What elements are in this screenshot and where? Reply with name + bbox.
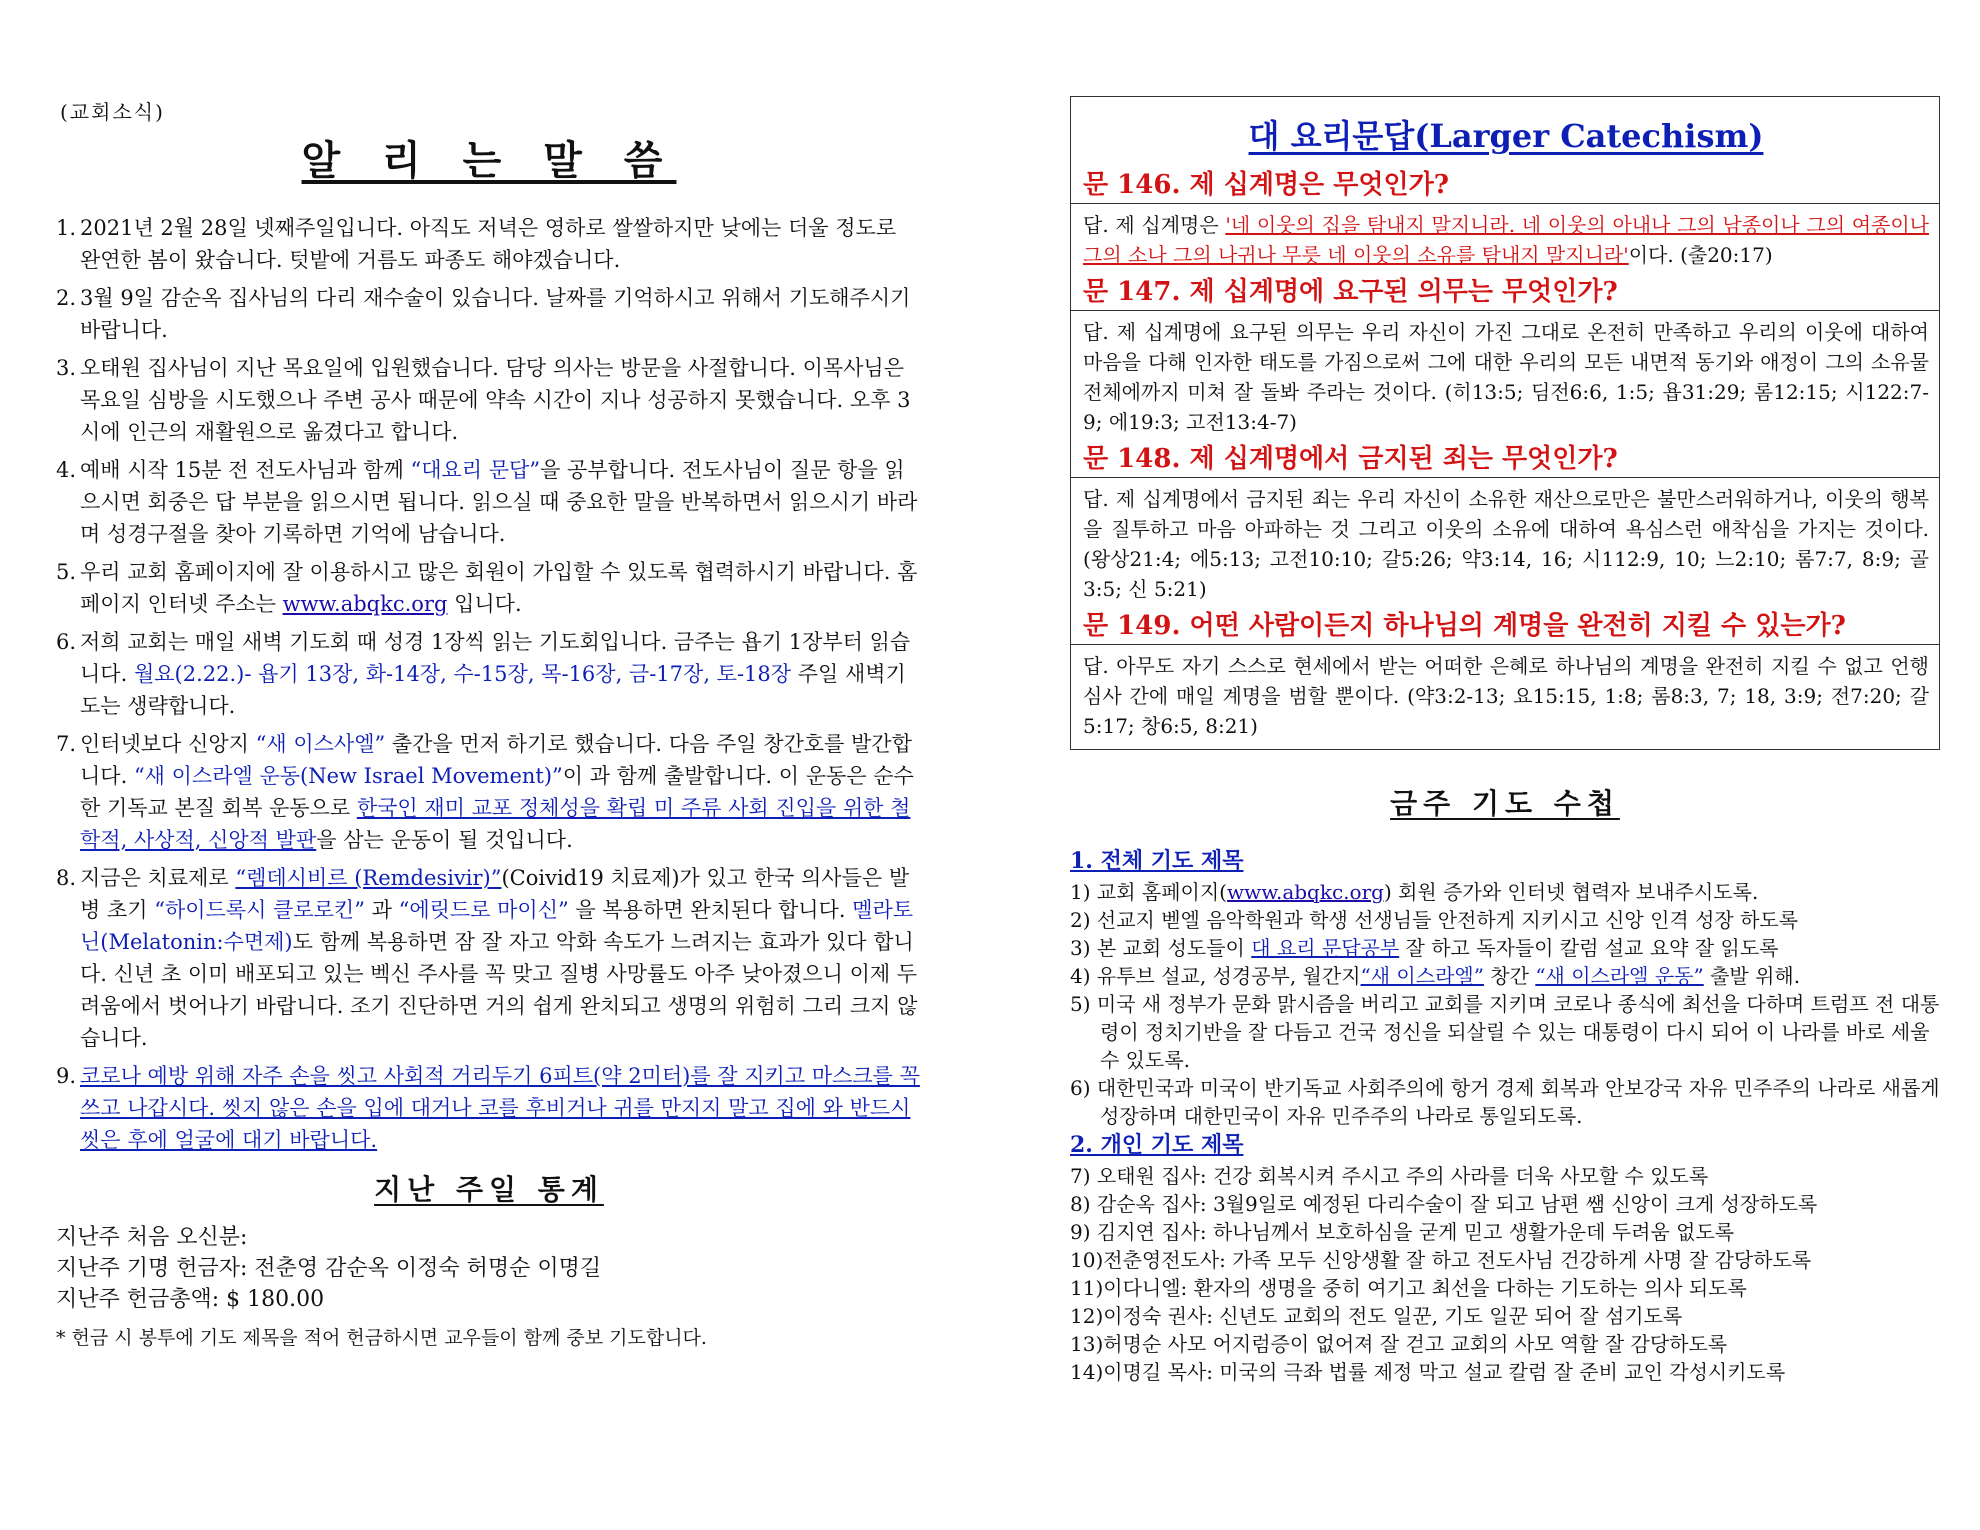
notice-number: 1. [56, 216, 77, 240]
general-prayer-heading: 1. 전체 기도 제목 [1070, 848, 1244, 874]
notice-text: 우리 교회 홈페이지에 잘 이용하시고 많은 회원이 가입할 수 있도록 협력하시기 바랍니다. 홈페이지 인터넷 주소는 [80, 560, 918, 616]
notice-text: 출간을 먼저 하기로 했습니다. 다음 주일 창간호를 발간합니다. [80, 732, 912, 788]
prayer-number: 3) [1070, 936, 1091, 960]
notice-number: 7. [56, 732, 77, 756]
prayer-item: 9) 김지연 집사: 하나님께서 보호하심을 굳게 믿고 생활가운데 두려움 없도록 [1070, 1220, 1735, 1244]
notice-item [56, 626, 922, 722]
prayer-text: ) 회원 증가와 인터넷 협력자 보내주시도록. [1383, 880, 1759, 904]
notice-text: 오태원 집사님이 지난 목요일에 입원했습니다. 담당 의사는 방문을 사절합니다. 이목사님은 목요일 심방을 시도했으나 주변 공사 때문에 약속 시간이 지나 성공하지 못했습니다. 오후 3시에 인근의 재활원으로 옮겼다고 합니다. [80, 356, 911, 444]
notice-number: 3. [56, 356, 77, 380]
highlight-text: “에릿드로 마이신” [398, 898, 569, 922]
homepage-link[interactable]: www.abqkc.org [282, 592, 448, 616]
notice-number: 8. [56, 866, 77, 890]
prayer-item: 11)이다니엘: 환자의 생명을 중히 여기고 최선을 다하는 기도하는 의사 되도록 [1070, 1276, 1747, 1300]
prayer-text: 잘 하고 독자들이 칼럼 설교 요약 잘 읽도록 [1399, 936, 1779, 960]
page-title: 알 리 는 말 씀 [301, 137, 677, 184]
catechism-answer: 답. 아무도 자기 스스로 현세에서 받는 어떠한 은혜로 하나님의 계명을 완전히 지킬 수 없고 언행심사 간에 매일 계명을 범할 뿐이다. (약3:2-13; 요15:15, 1:8; 롬8:3, 7; 18, 3:9; 전7:20; 갈5:17; 창6:5, 8:21) [1083, 654, 1929, 738]
notice-item [56, 862, 922, 1054]
notice-text: 인터넷보다 신앙지 [80, 732, 256, 756]
prayer-item: 10)전춘영전도사: 가족 모두 신앙생활 잘 하고 전도사님 건강하게 사명 잘 감당하도록 [1070, 1248, 1812, 1272]
prayer-number: 6) [1070, 1076, 1091, 1100]
notice-text: 입니다. [447, 592, 522, 616]
highlight-text: 멜라토닌(Melatonin:수면제) [80, 898, 914, 954]
notice-text: 예배 시작 15분 전 전도사님과 함께 [80, 458, 411, 482]
notice-number: 9. [56, 1064, 77, 1088]
prayer-item: 13)허명순 사모 어지럼증이 없어져 잘 걷고 교회의 사모 역할 잘 감당하도록 [1070, 1332, 1728, 1356]
homepage-link[interactable]: www.abqkc.org [1226, 880, 1384, 904]
notice-text: (Coivid19 치료제)가 있고 한국 의사들은 발병 초기 [80, 866, 910, 922]
notice-number: 6. [56, 630, 77, 654]
prayer-item [1070, 1074, 1940, 1130]
highlight-text: “새 이스라엘” [1360, 964, 1484, 988]
catechism-answer: 답. 제 십계명에 요구된 의무는 우리 자신이 가진 그대로 온전히 만족하고 우리의 이웃에 대하여 마음을 다해 인자한 태도를 가짐으로써 그에 대한 우리의 모든 내면적 동기와 애정이 그의 소유물 전체에까지 미쳐 잘 돌봐 주라는 것이다. (히13:5; 딤전6:6, 1:5; 욥31:29; 롬12:15; 시122:7-9; 에19:3; 고전13:4-7) [1083, 320, 1929, 434]
notice-item [56, 282, 922, 346]
highlight-text: “새 이스라엘 운동(New Israel Movement)” [133, 764, 563, 788]
highlight-text: “새 이스사엘” [255, 732, 386, 756]
stats-first-visitors: 지난주 처음 오신분: [56, 1225, 248, 1250]
notice-item [56, 352, 922, 448]
section-tag: (교회소식) [60, 100, 165, 124]
prayer-text: 창간 [1483, 964, 1536, 988]
notice-text: 주일 새벽기도는 생략합니다. [80, 662, 906, 718]
right-column [1070, 96, 1940, 1386]
notice-text: 지금은 치료제로 [80, 866, 236, 890]
notice-text: 이 과 함께 출발합니다. 이 운동은 순수한 기독교 본질 회복 운동으로 [80, 764, 914, 820]
notice-text: 저희 교회는 매일 새벽 기도회 때 성경 1장씩 읽는 기도회입니다. 금주는 욥기 1장부터 읽습니다. [80, 630, 911, 686]
prayer-text: 미국 새 정부가 문화 맑시즘을 버리고 교회를 지키며 코로나 종식에 최선을 다하며 트럼프 전 대통령이 정치기반을 잘 다듬고 건국 정신을 되살릴 수 있는 대통령이 다시 되어 이 나라를 바로 세울 수 있도록. [1096, 992, 1940, 1072]
prayer-text: 출발 위해. [1703, 964, 1801, 988]
catechism-answer: 답. 제 십계명에서 금지된 죄는 우리 자신이 소유한 재산으로만은 불만스러워하거나, 이웃의 행복을 질투하고 마음 아파하는 것 그리고 이웃의 소유에 대하여 욕심스런 애착심을 가지는 것이다. (왕상21:4; 에5:13; 고전10:10; 갈5:26; 약3:14, 16; 시112:9, 10; 느2:10; 롬7:7, 8:9; 골3:5; 신 5:21) [1083, 487, 1929, 601]
prayer-text: 유투브 설교, 성경공부, 월간지 [1096, 964, 1361, 988]
answer-quote: '네 이웃의 집을 탐내지 말지니라. 네 이웃의 아내나 그의 남종이나 그의 여종이나 그의 소나 그의 나귀나 무릇 네 이웃의 소유를 탐내지 말지니라' [1083, 213, 1929, 267]
catechism-question: 문 147. 제 십계명에 요구된 의무는 무엇인가? [1071, 274, 1939, 311]
notice-text: 도 함께 복용하면 잠 잘 자고 악화 속도가 느려지는 효과가 있다 합니다. 신년 초 이미 배포되고 있는 벡신 주사를 꼭 맞고 질병 사망률도 아주 낮아졌으니 이제 두려움에서 벗어나기 바랍니다. 조기 진단하면 거의 쉽게 완치되고 생명의 위험히 그리 크지 않습니다. [80, 930, 918, 1050]
highlight-text: 코로나 예방 위해 자주 손을 씻고 사회적 거리두기 6피트(약 2미터)를 잘 지키고 마스크를 꼭 쓰고 나갑시다. 씻지 않은 손을 입에 대거나 코를 후비거나 귀를 만지지 말고 집에 와 반드시 씻은 후에 얼굴에 대기 바랍니다. [80, 1064, 920, 1152]
prayer-item: 14)이명길 목사: 미국의 극좌 법률 제정 막고 설교 칼럼 잘 준비 교인 각성시키도록 [1070, 1360, 1786, 1384]
stats-note: * 헌금 시 봉투에 기도 제목을 적어 헌금하시면 교우들이 함께 중보 기도합니다. [56, 1327, 707, 1349]
prayer-item [1070, 878, 1940, 906]
prayer-item [1070, 962, 1940, 990]
prayer-title: 금주 기도 수첩 [1390, 787, 1620, 820]
stats-title: 지난 주일 통계 [374, 1173, 604, 1206]
answer-text: 답. 제 십계명은 [1083, 213, 1226, 237]
church-news-column [56, 96, 922, 1353]
prayer-text: 교회 홈페이지( [1096, 880, 1227, 904]
personal-prayer-heading: 2. 개인 기도 제목 [1070, 1132, 1244, 1158]
highlight-text: “새 이스라엘 운동” [1535, 964, 1704, 988]
catechism-title: 대 요리문답(Larger Catechism) [1248, 117, 1764, 155]
prayer-text: 대한민국과 미국이 반기독교 사회주의에 항거 경제 회복과 안보강국 자유 민주주의 나라로 새롭게 성장하며 대한민국이 자유 민주주의 나라로 통일되도록. [1096, 1076, 1940, 1128]
highlight-text: 한국인 재미 교포 정체성을 확립 미 주류 사회 진입을 위한 철학적, 사상적, 신앙적 발판 [80, 796, 911, 852]
prayer-text: 본 교회 성도들이 [1096, 936, 1252, 960]
prayer-item: 7) 오태원 집사: 건강 회복시켜 주시고 주의 사라를 더욱 사모할 수 있도록 [1070, 1164, 1709, 1188]
notice-number: 4. [56, 458, 77, 482]
notice-item [56, 728, 922, 856]
highlight-text: 월요(2.22.)- 욥기 13장, 화-14장, 수-15장, 목-16장, 금-17장, 토-18장 [133, 662, 792, 686]
prayer-number: 2) [1070, 908, 1091, 932]
answer-text: 이다. (출20:17) [1628, 243, 1773, 267]
notice-number: 2. [56, 286, 77, 310]
highlight-text: “렘데시비르 (Remdesivir)” [235, 866, 502, 890]
catechism-answer [1083, 210, 1929, 270]
highlight-text: 대 요리 문답공부 [1251, 936, 1400, 960]
notice-text: 2021년 2월 28일 넷째주일입니다. 아직도 저녁은 영하로 쌀쌀하지만 낮에는 더울 정도로 완연한 봄이 왔습니다. 텃밭에 거름도 파종도 해야겠습니다. [80, 216, 897, 272]
notice-item [56, 454, 922, 550]
stats-donors: 지난주 기명 헌금자: 전춘영 감순옥 이정숙 허명순 이명길 [56, 1256, 602, 1281]
notice-text: 3월 9일 감순옥 집사님의 다리 재수술이 있습니다. 날짜를 기억하시고 위해서 기도해주시기 바랍니다. [80, 286, 911, 342]
notice-text: 을 삼는 운동이 될 것입니다. [316, 828, 573, 852]
notice-item [56, 1060, 922, 1156]
notice-text: 을 복용하면 완치된다 합니다. [568, 898, 853, 922]
prayer-number: 1) [1070, 880, 1091, 904]
stats-offering-total: 지난주 헌금총액: $ 180.00 [56, 1287, 325, 1312]
catechism-box [1070, 96, 1940, 750]
notice-item [56, 212, 922, 276]
notice-text: 과 [364, 898, 399, 922]
notice-item [56, 556, 922, 620]
notice-text: 을 공부합니다. 전도사님이 질문 항을 읽으시면 회중은 답 부분을 읽으시면 됩니다. 읽으실 때 중요한 말을 반복하면서 읽으시기 바라며 성경구절을 찾아 기록하면 기억에 남습니다. [80, 458, 918, 546]
prayer-item: 12)이정숙 권사: 신년도 교회의 전도 일꾼, 기도 일꾼 되어 잘 섬기도록 [1070, 1304, 1683, 1328]
prayer-item: 8) 감순옥 집사: 3월9일로 예정된 다리수술이 잘 되고 남편 쌤 신앙이 크게 성장하도록 [1070, 1192, 1818, 1216]
notice-number: 5. [56, 560, 77, 584]
prayer-item [1070, 906, 1940, 934]
prayer-item [1070, 934, 1940, 962]
catechism-question: 문 146. 제 십계명은 무엇인가? [1071, 167, 1939, 204]
catechism-question: 문 148. 제 십계명에서 금지된 죄는 무엇인가? [1071, 441, 1939, 478]
highlight-text: “하이드록시 클로로킨” [154, 898, 365, 922]
prayer-text: 선교지 벧엘 음악학원과 학생 선생님들 안전하게 지키시고 신앙 인격 성장 하도록 [1096, 908, 1799, 932]
highlight-text: “대요리 문답” [410, 458, 541, 482]
prayer-number: 4) [1070, 964, 1091, 988]
prayer-number: 5) [1070, 992, 1091, 1016]
catechism-question: 문 149. 어떤 사람이든지 하나님의 계명을 완전히 지킬 수 있는가? [1071, 608, 1939, 645]
prayer-item [1070, 990, 1940, 1074]
